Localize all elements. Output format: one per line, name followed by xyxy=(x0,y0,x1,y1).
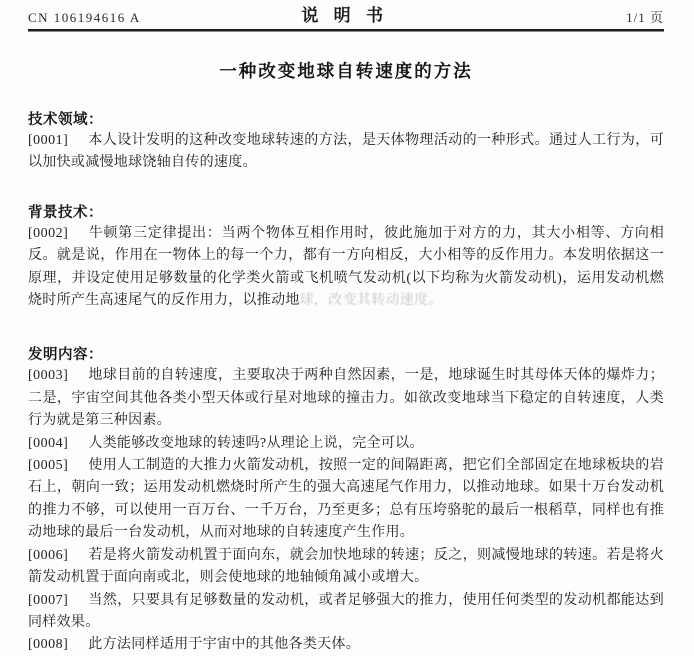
page-indicator: 1/1 页 xyxy=(626,10,665,25)
paragraph-0003 xyxy=(28,365,664,432)
paragraph-number: [0005] xyxy=(28,458,69,474)
paragraph-0008 xyxy=(28,634,664,656)
paragraph-number: [0008] xyxy=(28,637,69,653)
paragraph-text: 当然，只要具有足够数量的发动机，或者足够强大的推力，使用任何类型的发动机都能达到同样效果。 xyxy=(28,592,664,630)
paragraph-text: 地球目前的自转速度，主要取决于两种自然因素，一是，地球诞生时其母体天体的爆炸力；二是，宇宙空间其他各类小型天体或行星对地球的撞击力。如欲改变地球当下稳定的自转速度，人类行为就是第三种因素。 xyxy=(28,368,664,429)
paragraph-text: 若是将火箭发动机置于面向东，就会加快地球的转速；反之，则减慢地球的转速。若是将火箭发动机置于面向南或北，则会使地球的地轴倾角减小或增大。 xyxy=(28,547,664,586)
section-heading-background-art: 背景技术： xyxy=(28,204,103,221)
paragraph-0006 xyxy=(28,545,664,590)
document-type-label: 说明书 xyxy=(301,6,399,25)
paragraph-text: 人类能够改变地球的转速吗?从理论上说，完全可以。 xyxy=(88,435,424,451)
paragraph-0004 xyxy=(28,433,664,455)
document-number: CN 106194616 A xyxy=(28,10,141,25)
paragraph-text: 本人设计发明的这种改变地球转速的方法，是天体物理活动的一种形式。通过人工行为，可以加快或减慢地球饶轴自传的速度。 xyxy=(28,133,664,171)
paragraph-number: [0007] xyxy=(28,592,69,608)
paragraph-0007 xyxy=(28,590,664,635)
paragraph-number: [0006] xyxy=(28,547,69,563)
section-invention-content xyxy=(28,343,664,656)
paragraph-0005 xyxy=(28,455,664,545)
paragraph-number: [0002] xyxy=(28,225,69,241)
paragraph-number: [0003] xyxy=(28,368,69,384)
section-heading-invention-content: 发明内容： xyxy=(28,347,103,364)
header-rule xyxy=(28,29,664,32)
paragraph-text: 此方法同样适用于宇宙中的其他各类天体。 xyxy=(88,637,361,653)
paragraph-number: [0004] xyxy=(28,435,69,451)
section-heading-technical-field: 技术领域： xyxy=(28,112,103,128)
section-background-art xyxy=(28,201,664,313)
watermark-faded-text: 球，改变其转动速度。 xyxy=(299,293,443,309)
section-technical-field xyxy=(28,108,664,175)
invention-title: 一种改变地球自转速度的方法 xyxy=(219,61,473,81)
page-header xyxy=(28,8,664,26)
paragraph-0001 xyxy=(28,130,664,175)
paragraph-number: [0001] xyxy=(28,133,69,148)
paragraph-text: 使用人工制造的大推力火箭发动机，按照一定的间隔距离，把它们全部固定在地球板块的岩石上，朝向一致；运用发动机燃烧时所产生的强大高速尾气作用力，以推动地球。如果十万台发动机的推力不够，可以使用一百万台、一千万台，乃至更多；总有压垮骆驼的最后一根稻草，同样也有推动地球的最后一台发动机，从而对地球的自转速度产生作用。 xyxy=(28,458,664,541)
paragraph-text: 牛顿第三定律提出：当两个物体互相作用时，彼此施加于对方的力，其大小相等、方向相反。就是说，作用在一物体上的每一个力，都有一方向相反，大小相等的反作用力。本发明依据这一原理，并设定使用足够数量的化学类火箭或飞机喷气发动机(以下均称为火箭发动机)，运用发动机燃烧时所产生高速尾气的反作用力，以推动地 xyxy=(28,225,664,309)
paragraph-0002 xyxy=(28,223,664,313)
